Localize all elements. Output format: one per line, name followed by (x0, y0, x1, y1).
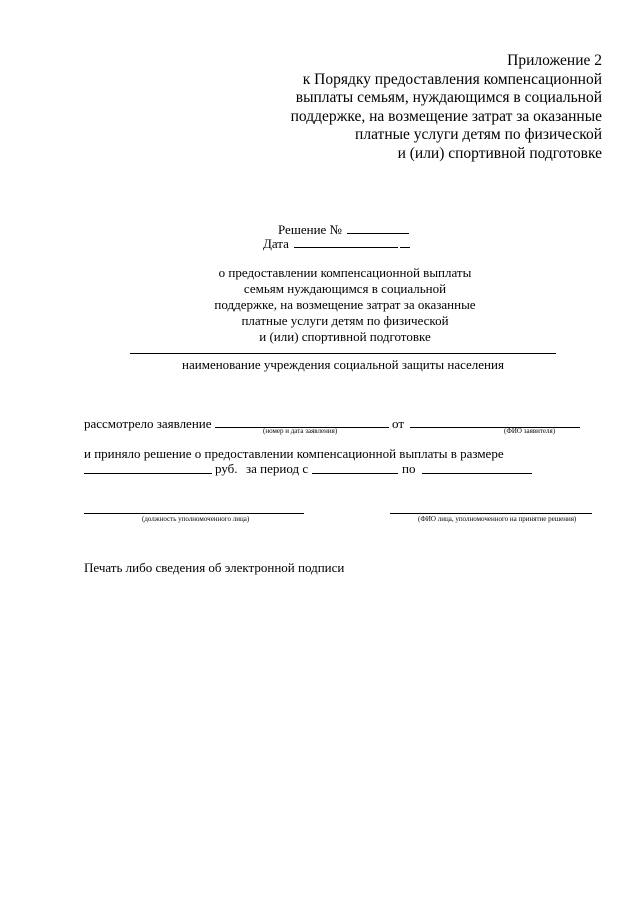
from-label: от (392, 416, 405, 431)
rub-label: руб. (215, 461, 238, 476)
decision-subject (150, 265, 540, 345)
decision-date-field-end (400, 246, 410, 248)
reviewed-label: рассмотрело заявление (84, 416, 212, 431)
appendix-line: выплаты семьям, нуждающимся в социальной (295, 89, 602, 106)
subject-line: и (или) спортивной подготовке (259, 329, 431, 344)
subject-line: платные услуги детям по физической (241, 313, 449, 328)
appendix-line: поддержке, на возмещение затрат за оказанные (290, 107, 602, 125)
decision-number-label: Решение № (278, 222, 342, 237)
period-label: за период с (246, 461, 309, 476)
decided-line: и приняло решение о предоставлении компенсационной выплаты в размере (84, 446, 504, 461)
decision-number-field[interactable] (347, 232, 409, 234)
application-caption: (номер и дата заявления) (263, 427, 338, 435)
appendix-line: к Порядку предоставления компенсационной (302, 70, 602, 88)
applicant-caption: (ФИО заявителя) (504, 427, 556, 435)
position-field[interactable] (84, 513, 304, 514)
appendix-line: платные услуги детям по физической (355, 126, 602, 143)
subject-line: поддержке, на возмещение затрат за оказанные (214, 297, 476, 312)
seal-note: Печать либо сведения об электронной подписи (84, 560, 345, 575)
authorized-name-field[interactable] (390, 513, 592, 514)
appendix-header (291, 52, 602, 163)
decision-date-field[interactable] (294, 246, 398, 248)
subject-line: семьям нуждающимся в социальной (243, 281, 447, 296)
subject-line: о предоставлении компенсационной выплаты (218, 265, 472, 280)
appendix-line: и (или) спортивной подготовке (397, 144, 602, 162)
decision-date-label: Дата (263, 236, 289, 251)
amount-field[interactable] (84, 473, 212, 474)
period-to-field[interactable] (422, 473, 532, 474)
period-to-label: по (402, 461, 416, 476)
decision-date (263, 236, 412, 252)
institution-caption: наименование учреждения социальной защиты населения (182, 357, 504, 372)
period-from-field[interactable] (312, 473, 398, 474)
position-caption: (должность уполномоченного лица) (142, 515, 250, 523)
authorized-name-caption: (ФИО лица, уполномоченного на принятие решения) (418, 515, 577, 523)
appendix-title: Приложение 2 (507, 52, 602, 69)
institution-field[interactable] (130, 353, 556, 354)
